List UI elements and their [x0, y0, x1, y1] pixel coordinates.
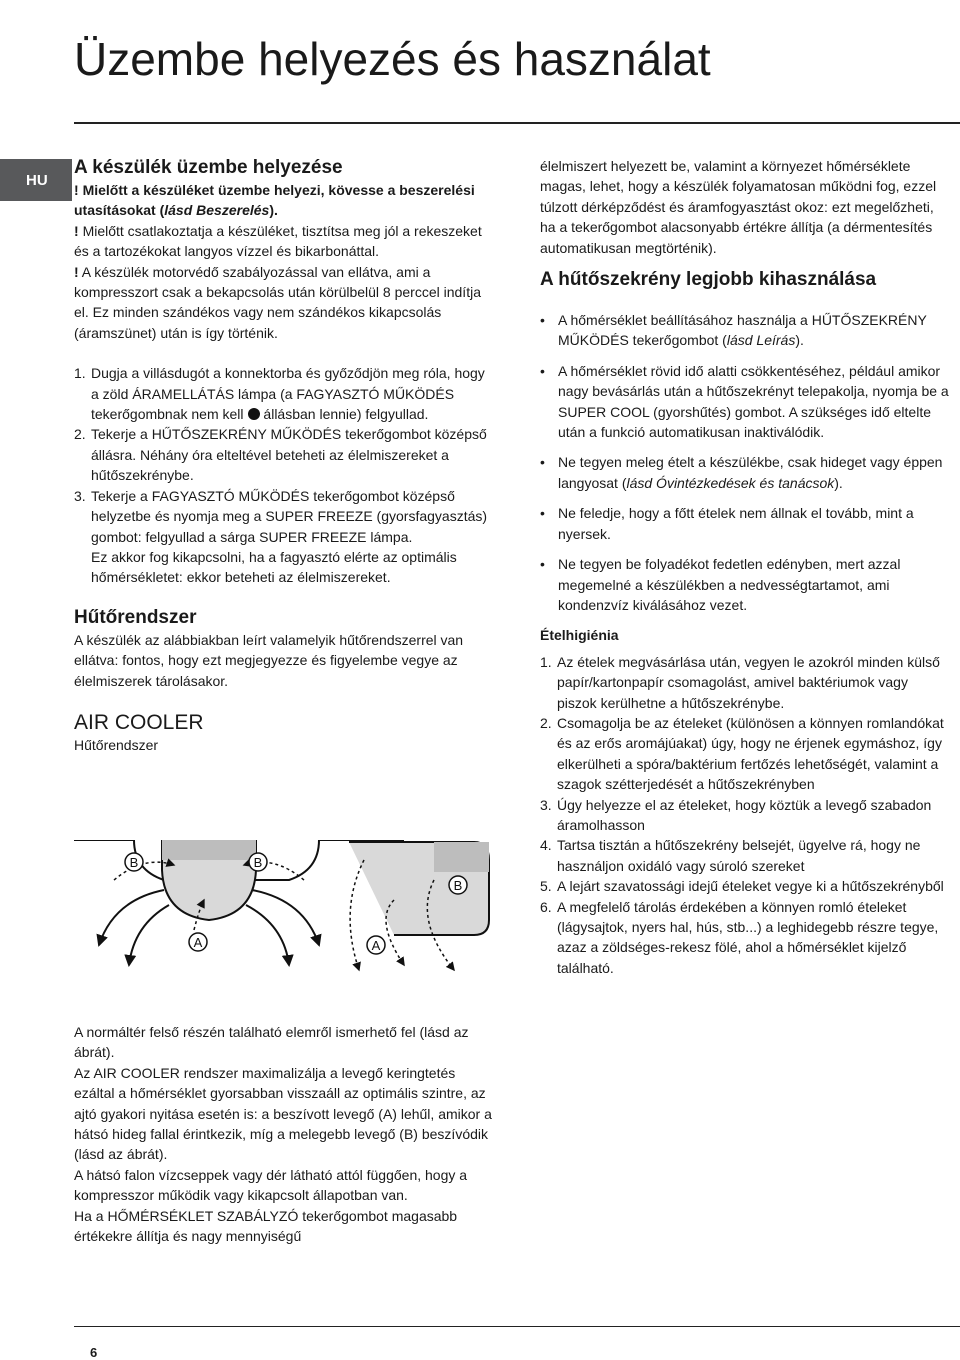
air-cooler-diagram	[74, 840, 494, 990]
list-item: 6. A megfelelő tárolás érdekében a könnyen romló ételeket (lágysajtok, nyers hal, hús, stb...) a leghidegebb részre tegye, azaz a zöldséges-rekesz fölé, ahol a hőmérséklet kijelző található.	[540, 898, 939, 976]
installation-heading: A készülék üzembe helyezése	[74, 157, 343, 178]
exclamation-icon: !	[74, 182, 79, 198]
cooling-system-heading: Hűtőrendszer	[74, 606, 197, 628]
list-item: • Ne feledje, hogy a főtt ételek nem állnak el tovább, mint a nyersek.	[540, 503, 950, 544]
air-cooler-subtitle: Hűtőrendszer	[74, 736, 159, 753]
paragraph: A normáltér felső részén található elemről ismerhető fel (lásd az ábrát).	[74, 1024, 469, 1061]
exclamation-icon: !	[74, 222, 79, 239]
list-item: 1. Az ételek megvásárlása után, vegyen le azokról minden külső papír/kartonpapír csomagolást, amivel baktériumok vagy piszok kerülhetne a hűtőszekrénybe.	[540, 653, 940, 711]
best-use-list	[540, 310, 950, 615]
list-item: 1. Dugja a villásdugót a konnektorba és győződjön meg róla, hogy a zöld ÁRAMELLÁTÁS lámpa (a FAGYASZTÓ MŰKÖDÉS tekerőgombnak nem kell állásban lennie) felgyullad.	[74, 365, 485, 423]
label-b: B	[453, 878, 463, 893]
page-number: 6	[90, 1345, 98, 1360]
paragraph: Az AIR COOLER rendszer maximalizálja a levegő keringtetés ezáltal a hőmérséklet gyorsabban visszaáll az optimális szintre, az ajtó gyakori nyitása esetén is: a beszívott levegő (A) lehűl, amikor a hátsó hideg fallal érintkezik, míg a melegebb levegő (B) beszívódik (lásd az ábrát).	[74, 1064, 492, 1163]
air-cooler-title: AIR COOLER	[74, 710, 204, 734]
title-divider	[74, 122, 960, 124]
page-title: Üzembe helyezés és használat	[74, 32, 711, 85]
paragraph: élelmiszert helyezett be, valamint a környezet hőmérséklete magas, lehet, hogy a készülék folyamatosan működni fog, ezzel túlzott dérképződést és áramfogyasztást okoz: ezt megelőzheti, ha a tekerőgombot alacsonyabb értékre állítja (a dérmentesítés automatikusan megtörténik).	[540, 158, 937, 256]
label-a: A	[371, 938, 381, 953]
warning-motor-protection: ! A készülék motorvédő szabályozással van ellátva, ami a kompresszort csak a bekapcsolás után körülbelül 8 perccel indítja el. Ez minden szándékos vagy nem szándékos kikapcsolás (áramszünet) után is így történik.	[74, 263, 481, 341]
list-item: • Ne tegyen meleg ételt a készülékbe, csak hideget vagy éppen langyosat (lásd Óvintézkedések és tanácsok).	[540, 452, 950, 493]
food-hygiene-list	[540, 652, 950, 979]
label-a: A	[193, 935, 203, 950]
installation-steps	[74, 363, 494, 587]
list-item: 3. Tekerje a FAGYASZTÓ MŰKÖDÉS tekerőgombot középső helyzetbe és nyomja meg a SUPER FREEZE (gyorsfagyasztás) gombot: felgyullad a sárga SUPER FREEZE lámpa. Ez akkor fog kikapcsolni, ha a fagyasztó elérte az optimális hőmérsékletet: ekkor beteheti az élelmiszereket.	[74, 487, 488, 586]
list-item: • A hőmérséklet rövid idő alatti csökkentéséhez, például amikor nagy bevásárlás után a hűtőszekrényt telepakolja, nyomja be a SUPER COOL (gyorshűtés) gombot. A szükséges idő eltelte után a funkció automatikusan inaktiválódik.	[540, 361, 950, 443]
label-b: B	[253, 855, 263, 870]
paragraph: Ha a HŐMÉRSÉKLET SZABÁLYZÓ tekerőgombot magasabb értékekre állítja és nagy mennyiségű	[74, 1207, 458, 1245]
language-tab: HU	[0, 159, 72, 201]
left-column	[74, 156, 494, 755]
food-hygiene-heading: Ételhigiénia	[540, 627, 619, 644]
list-item: 5. A lejárt szavatossági idejű ételeket vegye ki a hűtőszekrényből	[540, 878, 944, 895]
list-item: 4. Tartsa tisztán a hűtőszekrény belsejét, ügyelve rá, hogy ne használjon oxidáló vagy súroló szereket	[540, 837, 921, 874]
list-item: • Ne tegyen be folyadékot fedetlen edényben, mert azzal megemelné a készülékben a nedvességtartamot, ami kondenzvíz kiválásához vezet.	[540, 554, 950, 615]
warning-installation: ! Mielőtt a készüléket üzembe helyezi, kövesse a beszerelési utasításokat (lásd Beszerelés).	[74, 182, 475, 219]
footer-divider	[74, 1326, 960, 1327]
label-b: B	[129, 855, 139, 870]
paragraph: A hátsó falon vízcseppek vagy dér látható attól függően, hogy a kompresszor működik vagy kikapcsolt állapotban van.	[74, 1166, 468, 1204]
list-item: 2. Csomagolja be az ételeket (különösen a könnyen romlandókat és az erős aromájúakat) úgy, hogy ne érjenek egymáshoz, így elkerülheti a spóra/baktérium fertőzés lehetőségét, valamint a szagok szétterjedését a hűtőszekrényben	[540, 714, 944, 793]
warning-cleaning: ! Mielőtt csatlakoztatja a készüléket, tisztítsa meg jól a rekeszeket és a tartozékokat langyos vízzel és bikarbonáttal.	[74, 222, 482, 260]
list-item: • A hőmérséklet beállításához használja a HŰTŐSZEKRÉNY MŰKÖDÉS tekerőgombot (lásd Leírás).	[540, 310, 950, 351]
right-column	[540, 156, 950, 978]
air-cooler-description	[74, 1022, 494, 1246]
exclamation-icon: !	[74, 263, 79, 280]
list-item: 3. Úgy helyezze el az ételeket, hogy köztük a levegő szabadon áramolhasson	[540, 796, 932, 833]
best-use-heading: A hűtőszekrény legjobb kihasználása	[540, 269, 877, 291]
cooling-system-text: A készülék az alábbiakban leírt valamelyik hűtőrendszerrel van ellátva: fontos, hogy ezt megjegyezze és figyelembe vegye az élelmiszerek tárolásakor.	[74, 631, 464, 689]
list-item: 2. Tekerje a HŰTŐSZEKRÉNY MŰKÖDÉS tekerőgombot középső állásra. Néhány óra elteltével beteheti az élelmiszereket a hűtőszekrénybe.	[74, 426, 487, 484]
filled-circle-icon	[248, 408, 260, 420]
